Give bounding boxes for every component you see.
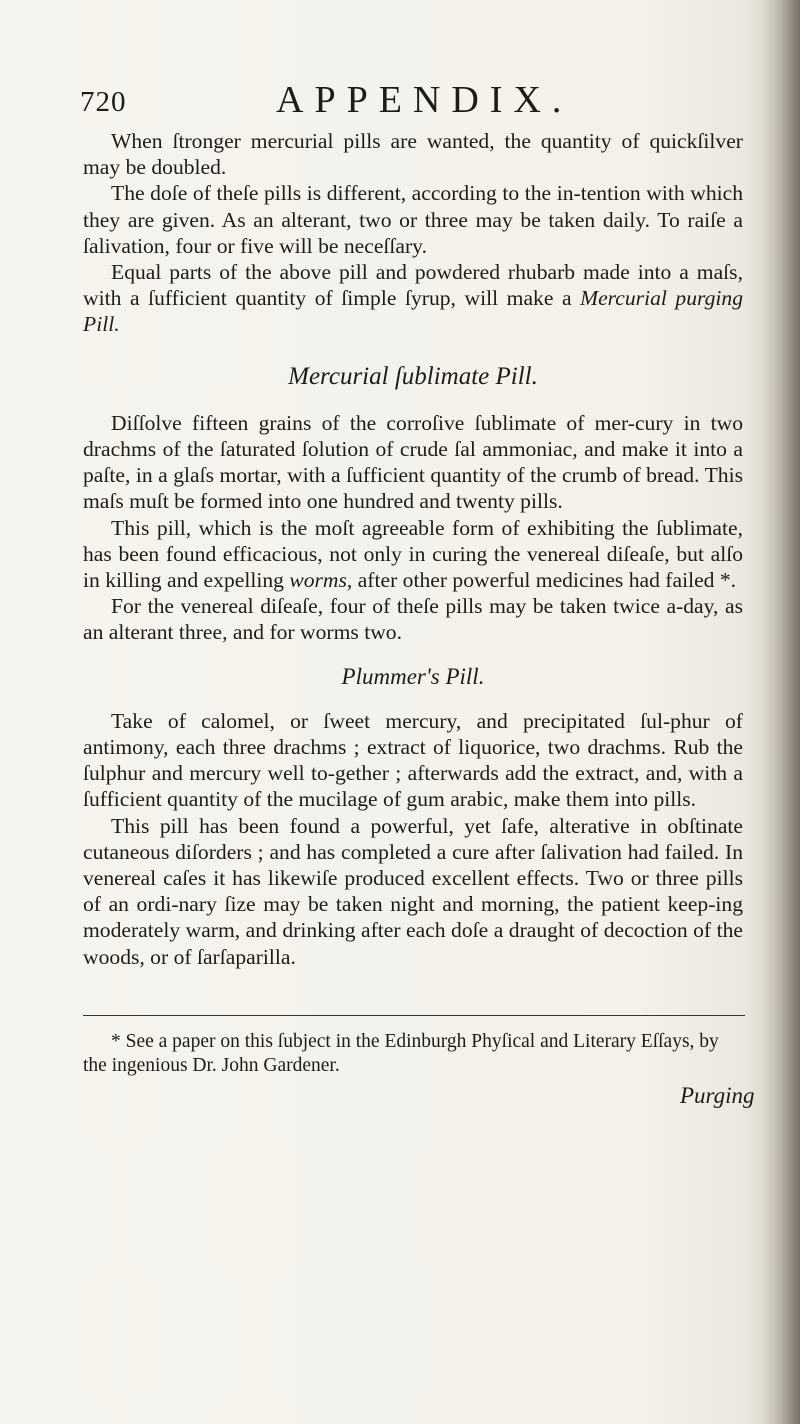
running-head [80,78,740,122]
paragraph [83,259,743,338]
paragraph: Diſſolve fifteen grains of the corroſive ſublimate of mer-cury in two drachms of the ſaturated ſolution of crude ſal ammoniac, and make it into a paſte, in a glaſs mortar, with a ſufficient quantity of the crumb of bread. This maſs muſt be formed into one hundred and twenty pills. [83,410,743,514]
paragraph-text: Equal parts of the above pill and powdered rhubarb made into a maſs, with a ſufficient quantity of ſimple ſyrup, will make a [83,260,743,311]
paragraph: The doſe of theſe pills is different, according to the in-tention with which they are given. As an alterant, two or three may be taken daily. To raiſe a ſalivation, four or five will be neceſſary. [83,181,743,258]
paragraph: For the venereal diſeaſe, four of theſe pills may be taken twice a-day, as an alterant three, and for worms two. [83,594,743,645]
italic-term: worms [289,568,347,593]
paragraph: Take of calomel, or ſweet mercury, and precipitated ſul-phur of antimony, each three drachms ; extract of liquorice, two drachms. Rub the ſulphur and mercury well to-gether ; afterwards add the extract, and, with a ſufficient quantity of the mucilage of gum arabic, make them into pills. [83,708,743,812]
footnote: * See a paper on this ſubject in the Edinburgh Phyſical and Literary Eſſays, by the ingenious Dr. John Gardener. [83,1031,719,1076]
section-heading: Plummer's Pill. [341,663,485,689]
section-heading: Mercurial ſublimate Pill. [288,362,538,390]
page-edge-shadow [762,0,800,1424]
paragraph: When ſtronger mercurial pills are wanted, the quantity of quickſilver may be doubled. [83,129,743,180]
paragraph: This pill has been found a powerful, yet ſafe, alterative in obſtinate cutaneous diſorders ; and has completed a cure after ſalivation had failed. In venereal caſes it has likewiſe produced excellent effects. Two or three pills of an ordi-nary ſize may be taken night and morning, the patient keep-ing moderately warm, and drinking after each doſe a draught of decoction of the woods, or of ſarſaparilla. [83,813,743,969]
page-number: 720 [80,86,127,118]
paragraph [83,515,743,594]
paragraph-text: , after other powerful medicines had failed *. [346,568,737,593]
paragraph-text: This pill, which is the moſt agreeable form of exhibiting the ſublimate, has been found efficacious, not only in curing the venereal diſeaſe, but alſo in killing and expelling [83,515,743,593]
catchword: Purging [680,1083,755,1108]
main-text [83,128,743,970]
running-title: APPENDIX. [276,79,573,121]
footnote-divider [83,1015,745,1016]
italic-term: Mercurial purging Pill. [83,286,744,337]
